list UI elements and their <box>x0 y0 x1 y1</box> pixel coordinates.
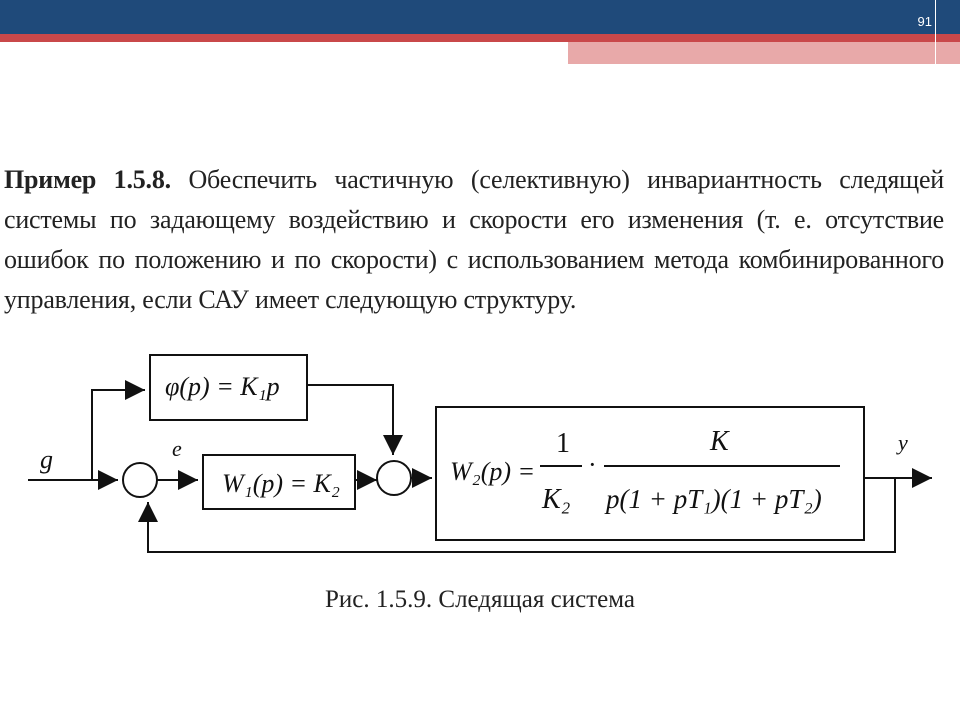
summing-junction-1 <box>123 463 157 497</box>
accent-line <box>0 34 960 42</box>
w2-lhs: W₂(p) = <box>450 457 536 486</box>
error-label: e <box>172 436 182 461</box>
w2-frac1-num: 1 <box>556 428 570 459</box>
page-number: 91 <box>917 14 932 29</box>
input-label: g <box>40 445 53 474</box>
top-bar <box>0 0 960 34</box>
accent-line-light <box>568 42 960 64</box>
figure-caption: Рис. 1.5.9. Следящая система <box>325 586 635 613</box>
divider-line <box>935 0 936 64</box>
output-label: y <box>898 430 908 455</box>
w2-dot: · <box>588 450 597 479</box>
phi-output-line <box>307 385 393 455</box>
example-text: Обеспечить частичную (селективную) инвариантность следящей системы по задающему воздействию и скорости его изменения (т. е. отсутствие ошибок по положению и по скорости) с использованием метода комбинированного управления, если САУ имеет следующую структуру. <box>4 165 944 314</box>
phi-formula: φ(p) = K₁p <box>165 372 280 401</box>
example-paragraph <box>4 160 944 320</box>
w2-frac1-den: K₂ <box>542 484 571 515</box>
summing-junction-2 <box>377 461 411 495</box>
w2-frac2-den: p(1 + pT₁)(1 + pT₂) <box>606 484 822 514</box>
example-label: Пример 1.5.8. <box>4 165 171 194</box>
w2-frac2-num: K <box>710 426 729 457</box>
w1-formula: W₁(p) = K₂ <box>222 469 340 498</box>
block-diagram <box>0 330 960 570</box>
